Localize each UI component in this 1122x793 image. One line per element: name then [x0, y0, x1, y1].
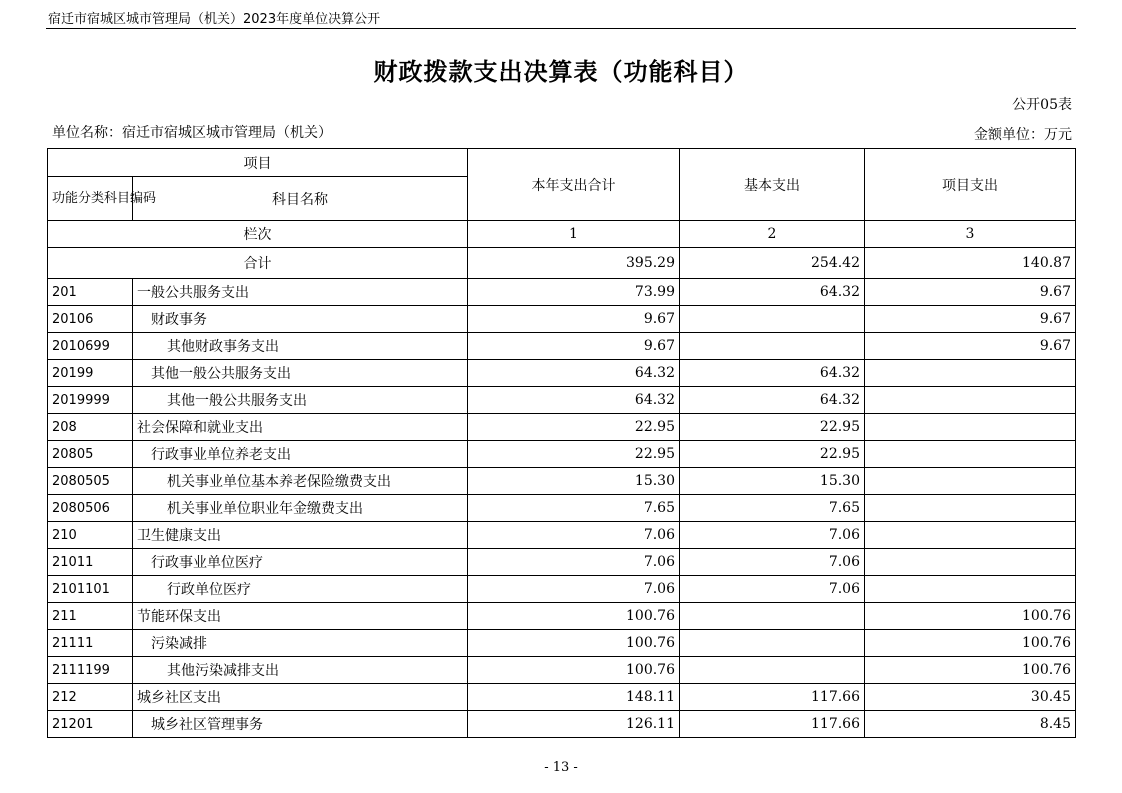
- row-project: 8.45: [865, 711, 1076, 738]
- table-row: [48, 360, 1076, 387]
- row-basic: 7.06: [680, 549, 865, 576]
- row-total: 100.76: [468, 603, 680, 630]
- header-total: 本年支出合计: [468, 149, 680, 221]
- row-total: 9.67: [468, 306, 680, 333]
- row-basic: [680, 306, 865, 333]
- row-code: 212: [48, 684, 133, 711]
- row-basic: 22.95: [680, 414, 865, 441]
- expenditure-table: [47, 148, 1076, 738]
- table-row: [48, 279, 1076, 306]
- row-total: 9.67: [468, 333, 680, 360]
- table-row: [48, 711, 1076, 738]
- header-item: 项目: [48, 149, 468, 177]
- column-index-1: 1: [468, 221, 680, 248]
- row-code: 20805: [48, 441, 133, 468]
- row-code: 211: [48, 603, 133, 630]
- row-basic: [680, 603, 865, 630]
- row-code: 21011: [48, 549, 133, 576]
- row-name: 社会保障和就业支出: [133, 414, 468, 441]
- row-name: 其他一般公共服务支出: [133, 387, 468, 414]
- row-total: 22.95: [468, 441, 680, 468]
- column-index-label: 栏次: [48, 221, 468, 248]
- row-name: 行政单位医疗: [133, 576, 468, 603]
- row-basic: [680, 333, 865, 360]
- row-code: 20199: [48, 360, 133, 387]
- row-code: 2080505: [48, 468, 133, 495]
- row-code: 210: [48, 522, 133, 549]
- row-name: 财政事务: [133, 306, 468, 333]
- table-row: [48, 549, 1076, 576]
- row-code: 2101101: [48, 576, 133, 603]
- row-name: 其他一般公共服务支出: [133, 360, 468, 387]
- row-code: 21111: [48, 630, 133, 657]
- row-project: [865, 360, 1076, 387]
- row-code: 2019999: [48, 387, 133, 414]
- table-row: [48, 333, 1076, 360]
- row-basic: [680, 657, 865, 684]
- table-row: [48, 657, 1076, 684]
- row-total: 15.30: [468, 468, 680, 495]
- row-total: 7.06: [468, 549, 680, 576]
- row-basic: 7.06: [680, 576, 865, 603]
- row-project: 30.45: [865, 684, 1076, 711]
- table-row: [48, 630, 1076, 657]
- row-project: 9.67: [865, 306, 1076, 333]
- row-basic: 7.06: [680, 522, 865, 549]
- row-basic: 117.66: [680, 711, 865, 738]
- row-basic: 15.30: [680, 468, 865, 495]
- table-row: [48, 306, 1076, 333]
- row-project: [865, 441, 1076, 468]
- row-project: [865, 495, 1076, 522]
- row-name: 其他财政事务支出: [133, 333, 468, 360]
- row-project: 9.67: [865, 279, 1076, 306]
- row-basic: 64.32: [680, 387, 865, 414]
- table-row: [48, 441, 1076, 468]
- row-project: 100.76: [865, 603, 1076, 630]
- row-basic: 64.32: [680, 360, 865, 387]
- row-total: 7.65: [468, 495, 680, 522]
- row-basic: 117.66: [680, 684, 865, 711]
- row-code: 2010699: [48, 333, 133, 360]
- row-name: 城乡社区管理事务: [133, 711, 468, 738]
- row-name: 节能环保支出: [133, 603, 468, 630]
- table-number: 公开05表: [1012, 97, 1072, 113]
- column-index-3: 3: [865, 221, 1076, 248]
- row-code: 201: [48, 279, 133, 306]
- page-number: - 13 -: [544, 760, 578, 775]
- row-name: 城乡社区支出: [133, 684, 468, 711]
- row-total: 7.06: [468, 522, 680, 549]
- table-row: [48, 576, 1076, 603]
- row-project: [865, 414, 1076, 441]
- row-basic: [680, 630, 865, 657]
- header-project: 项目支出: [865, 149, 1076, 221]
- table-row: [48, 522, 1076, 549]
- document-title: 财政拨款支出决算表（功能科目）: [373, 57, 749, 86]
- row-name: 机关事业单位基本养老保险缴费支出: [133, 468, 468, 495]
- row-code: 21201: [48, 711, 133, 738]
- total-amount: 395.29: [468, 248, 680, 279]
- row-total: 64.32: [468, 387, 680, 414]
- table-row: [48, 468, 1076, 495]
- row-project: [865, 549, 1076, 576]
- row-project: 100.76: [865, 657, 1076, 684]
- row-project: 100.76: [865, 630, 1076, 657]
- row-total: 7.06: [468, 576, 680, 603]
- table-row: [48, 414, 1076, 441]
- row-total: 100.76: [468, 630, 680, 657]
- row-code: 20106: [48, 306, 133, 333]
- row-project: [865, 576, 1076, 603]
- row-total: 126.11: [468, 711, 680, 738]
- header-basic: 基本支出: [680, 149, 865, 221]
- header-code: 功能分类科目编码: [48, 177, 133, 221]
- amount-unit: 金额单位：万元: [974, 127, 1072, 143]
- row-code: 2111199: [48, 657, 133, 684]
- row-name: 卫生健康支出: [133, 522, 468, 549]
- running-header: 宿迁市宿城区城市管理局（机关）2023年度单位决算公开: [48, 12, 381, 27]
- row-basic: 22.95: [680, 441, 865, 468]
- row-basic: 7.65: [680, 495, 865, 522]
- table-row: [48, 603, 1076, 630]
- column-index-row: [48, 221, 1076, 248]
- header-name: 科目名称: [133, 177, 468, 221]
- row-project: [865, 387, 1076, 414]
- table-row: [48, 495, 1076, 522]
- total-project: 140.87: [865, 248, 1076, 279]
- table-row: [48, 387, 1076, 414]
- total-row: [48, 248, 1076, 279]
- row-total: 73.99: [468, 279, 680, 306]
- row-total: 100.76: [468, 657, 680, 684]
- row-total: 22.95: [468, 414, 680, 441]
- row-name: 行政事业单位医疗: [133, 549, 468, 576]
- row-name: 机关事业单位职业年金缴费支出: [133, 495, 468, 522]
- unit-name: 单位名称：宿迁市宿城区城市管理局（机关）: [52, 125, 332, 141]
- row-name: 污染减排: [133, 630, 468, 657]
- row-project: 9.67: [865, 333, 1076, 360]
- header-rule: [46, 28, 1076, 29]
- row-basic: 64.32: [680, 279, 865, 306]
- row-code: 208: [48, 414, 133, 441]
- table-row: [48, 684, 1076, 711]
- total-basic: 254.42: [680, 248, 865, 279]
- row-name: 一般公共服务支出: [133, 279, 468, 306]
- row-name: 其他污染减排支出: [133, 657, 468, 684]
- total-label: 合计: [48, 248, 468, 279]
- row-total: 148.11: [468, 684, 680, 711]
- row-project: [865, 468, 1076, 495]
- column-index-2: 2: [680, 221, 865, 248]
- row-project: [865, 522, 1076, 549]
- row-code: 2080506: [48, 495, 133, 522]
- row-name: 行政事业单位养老支出: [133, 441, 468, 468]
- row-total: 64.32: [468, 360, 680, 387]
